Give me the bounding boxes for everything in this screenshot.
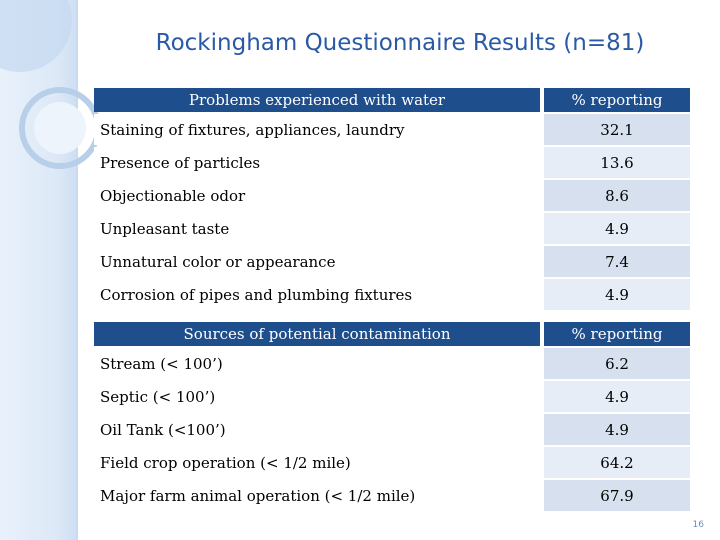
row-value: 4.9: [540, 414, 690, 445]
row-value: 64.2: [540, 447, 690, 478]
table-row: [94, 246, 690, 277]
page-title: Rockingham Questionnaire Results (n=81): [155, 30, 645, 56]
row-label: Major farm animal operation (< 1/2 mile): [94, 480, 540, 511]
table-row: [94, 213, 690, 244]
row-value: 6.2: [540, 348, 690, 379]
row-label: Stream (< 100’): [94, 348, 540, 379]
row-label: Unpleasant taste: [94, 213, 540, 244]
sources-header-value: % reporting: [540, 322, 690, 346]
table-row: [94, 348, 690, 379]
table-row: [94, 147, 690, 178]
sources-table: [94, 320, 690, 513]
table-row: [94, 180, 690, 211]
row-label: Field crop operation (< 1/2 mile): [94, 447, 540, 478]
row-value: 4.9: [540, 213, 690, 244]
problems-header-row: [94, 88, 690, 112]
row-value: 7.4: [540, 246, 690, 277]
row-label: Corrosion of pipes and plumbing fixtures: [94, 279, 540, 310]
problems-table: [94, 86, 690, 312]
row-label: Unnatural color or appearance: [94, 246, 540, 277]
page-number: 16: [692, 520, 704, 530]
row-label: Presence of particles: [94, 147, 540, 178]
row-label: Oil Tank (<100’): [94, 414, 540, 445]
row-label: Septic (< 100’): [94, 381, 540, 412]
sources-header-label: Sources of potential contamination: [94, 322, 540, 346]
row-value: 4.9: [540, 381, 690, 412]
row-value: 4.9: [540, 279, 690, 310]
row-label: Objectionable odor: [94, 180, 540, 211]
table-row: [94, 480, 690, 511]
table-row: [94, 279, 690, 310]
row-label: Staining of fixtures, appliances, laundry: [94, 114, 540, 145]
problems-header-label: Problems experienced with water: [94, 88, 540, 112]
table-row: [94, 447, 690, 478]
table-row: [94, 414, 690, 445]
row-value: 8.6: [540, 180, 690, 211]
row-value: 32.1: [540, 114, 690, 145]
problems-header-value: % reporting: [540, 88, 690, 112]
deco-circle-inner: [34, 102, 86, 154]
sources-header-row: [94, 322, 690, 346]
table-row: [94, 114, 690, 145]
deco-circle-large: [0, 0, 72, 72]
row-value: 13.6: [540, 147, 690, 178]
row-value: 67.9: [540, 480, 690, 511]
table-row: [94, 381, 690, 412]
